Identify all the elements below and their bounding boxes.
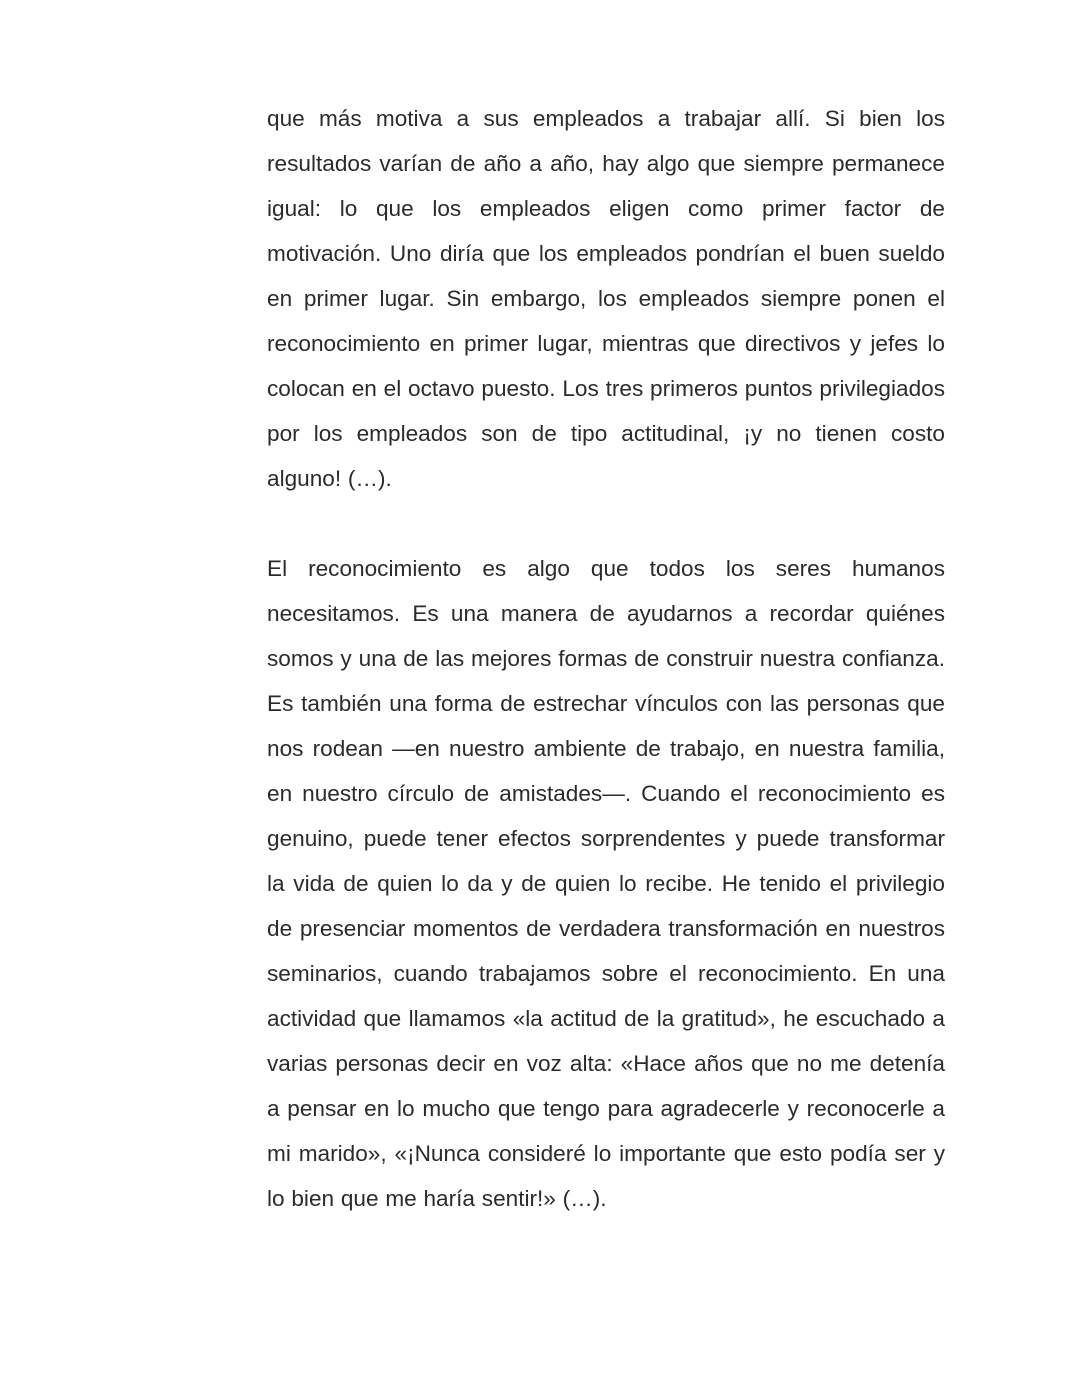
text-column — [267, 96, 945, 1221]
paragraph-2: El reconocimiento es algo que todos los seres humanos necesitamos. Es una manera de ayudarnos a recordar quiénes somos y una de las mejores formas de construir nuestra confianza. Es también una forma de estrechar vínculos con las personas que nos rodean —en nuestro ambiente de trabajo, en nuestra familia, en nuestro círculo de amistades—. Cuando el reconocimiento es genuino, puede tener efectos sorprendentes y puede transformar la vida de quien lo da y de quien lo recibe. He tenido el privilegio de presenciar momentos de verdadera transformación en nuestros seminarios, cuando trabajamos sobre el reconocimiento. En una actividad que llamamos «la actitud de la gratitud», he escuchado a varias personas decir en voz alta: «Hace años que no me detenía a pensar en lo mucho que tengo para agradecerle y reconocerle a mi marido», «¡Nunca consideré lo importante que esto podía ser y lo bien que me haría sentir!» (…). — [267, 556, 945, 1211]
paragraph-1: que más motiva a sus empleados a trabajar allí. Si bien los resultados varían de año a año, hay algo que siempre permanece igual: lo que los empleados eligen como primer factor de motivación. Uno diría que los empleados pondrían el buen sueldo en primer lugar. Sin embargo, los empleados siempre ponen el reconocimiento en primer lugar, mientras que directivos y jefes lo colocan en el octavo puesto. Los tres primeros puntos privilegiados por los empleados son de tipo actitudinal, ¡y no tienen costo alguno! (…). — [267, 106, 945, 491]
